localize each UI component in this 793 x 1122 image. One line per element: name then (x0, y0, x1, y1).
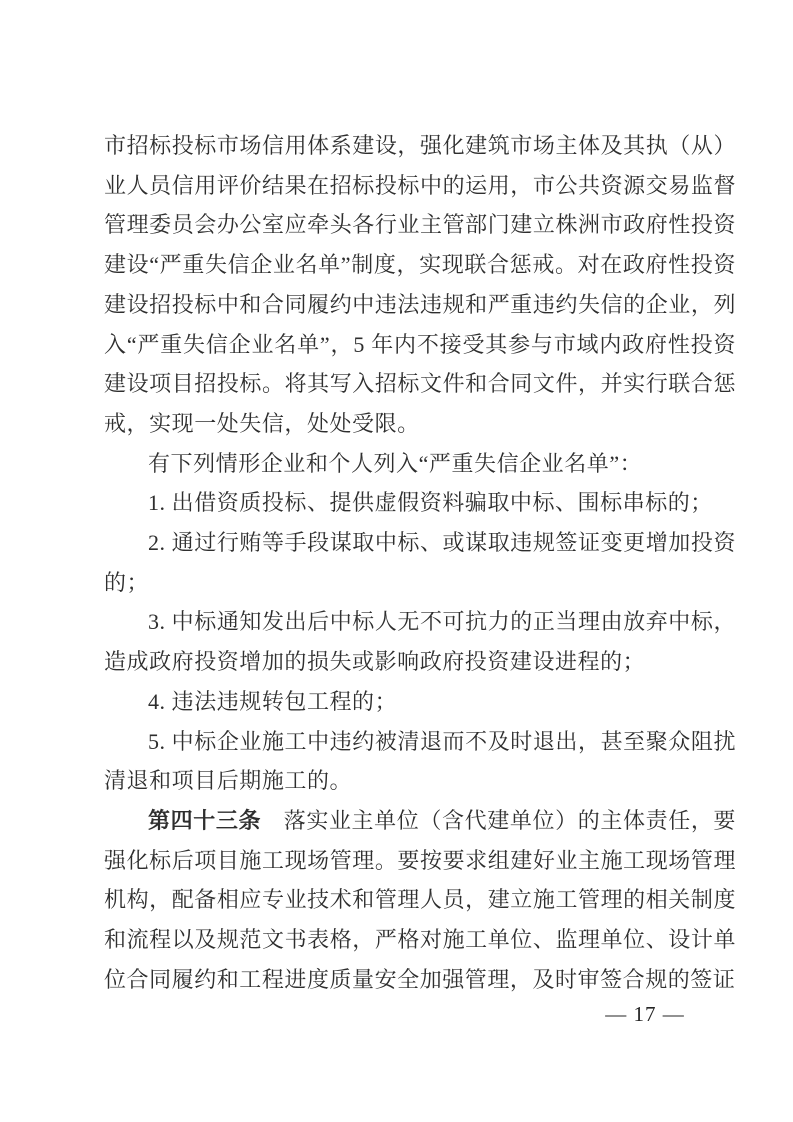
body-paragraph-blacklist-intro: 有下列情形企业和个人列入“严重失信企业名单”： (148, 450, 643, 476)
document-body (104, 126, 736, 999)
body-paragraph-credit-system: 市招标投标市场信用体系建设，强化建筑市场主体及其执（从）业人员信用评价结果在招标投标中的运用，市公共资源交易监督管理委员会办公室应牵头各行业主管部门建立株洲市政府性投资建设“严重失信企业名单”制度，实现联合惩戒。对在政府性投资建设招投标中和合同履约中违法违规和严重违约失信的企业，列入“严重失信企业名单”，5 年内不接受其参与市域内政府性投资建设项目招投标。将其写入招标文件和合同文件，并实行联合惩戒，实现一处失信，处处受限。 (104, 133, 736, 436)
page-number: — 17 — (605, 1002, 685, 1026)
list-item-2: 2. 通过行贿等手段谋取中标、或谋取违规签证变更增加投资的； (104, 530, 736, 595)
article-body-text: 落实业主单位（含代建单位）的主体责任，要强化标后项目施工现场管理。要按要求组建好业主施工现场管理机构，配备相应专业技术和管理人员，建立施工管理的相关制度和流程以及规范文书表格，严格对施工单位、监理单位、设计单位合同履约和工程进度质量安全加强管理，及时审签合规的签证 (104, 807, 736, 992)
body-paragraph-article-43 (104, 801, 736, 1000)
list-item-1: 1. 出借资质投标、提供虚假资料骗取中标、围标串标的； (148, 490, 713, 516)
list-item-4: 4. 违法违规转包工程的； (148, 688, 398, 714)
list-item-3: 3. 中标通知发出后中标人无不可抗力的正当理由放弃中标，造成政府投资增加的损失或影响政府投资建设进程的； (104, 609, 736, 675)
article-number-label: 第四十三条 (148, 807, 262, 833)
list-item-5: 5. 中标企业施工中违约被清退而不及时退出，甚至聚众阻扰清退和项目后期施工的。 (104, 728, 736, 794)
